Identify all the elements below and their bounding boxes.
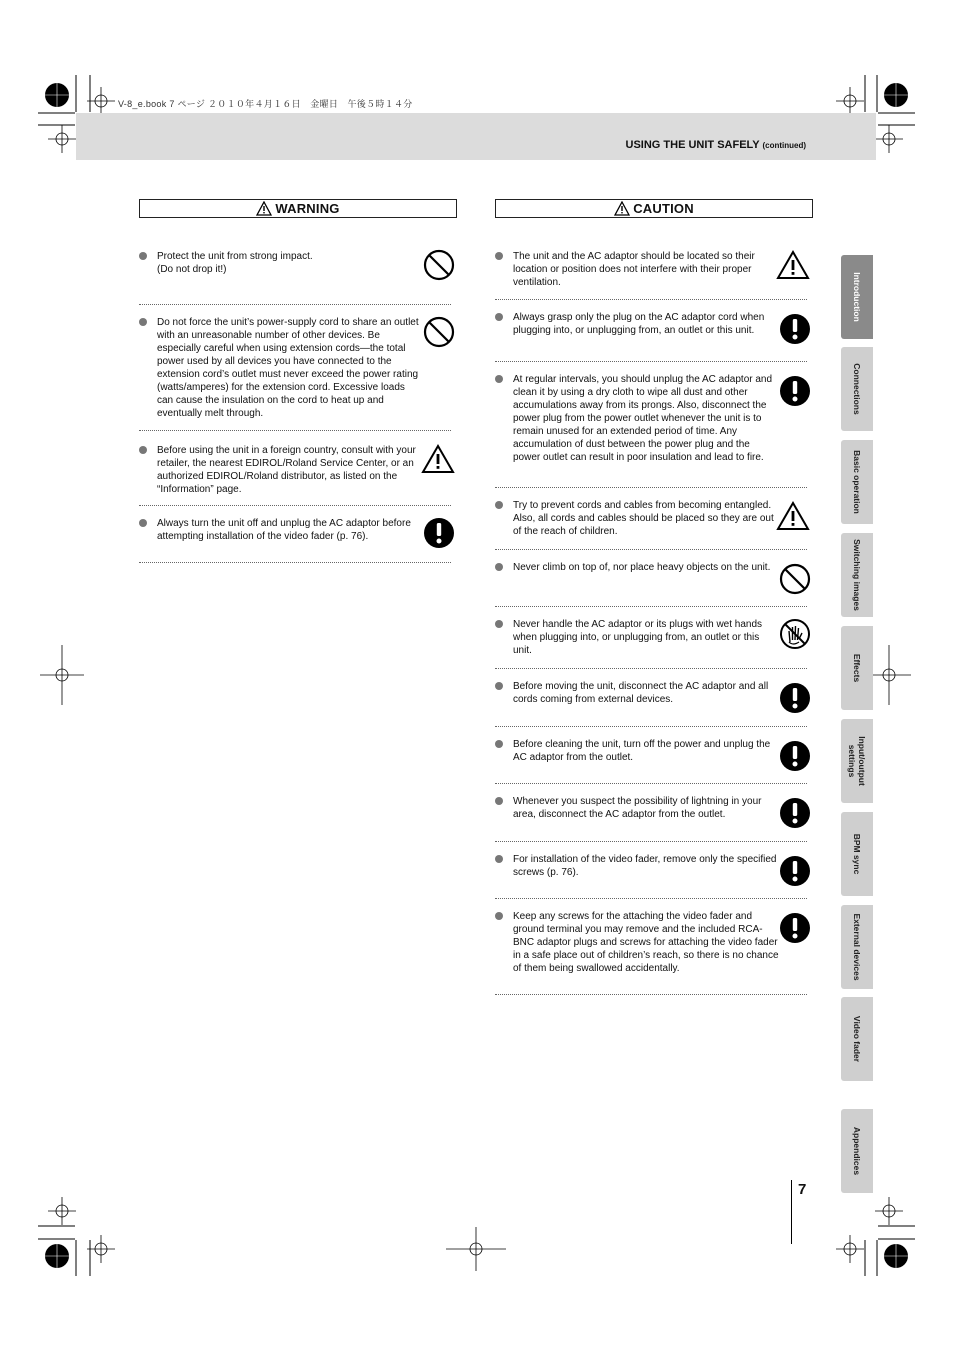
caution-item-text: The unit and the AC adaptor should be located so their location or position does not interfere with their proper ventilation. [513,251,755,288]
section-title [626,139,806,151]
caution-item [495,606,807,669]
caution-header-triangle-icon [614,201,630,216]
warning-item [139,304,451,431]
bullet-icon [495,620,503,628]
tab-label: Basic operation [852,450,862,514]
bullet-icon [495,501,503,509]
tab-appendices[interactable] [841,1109,873,1193]
tab-label: Connections [852,363,862,415]
caution-item-text: Try to prevent cords and cables from becoming entangled. Also, all cords and cables should be placed so they are out of the reach of children. [513,500,774,537]
mandatory-icon [779,912,811,949]
tab-label: Appendices [852,1126,862,1176]
prohibited-icon [423,316,455,353]
warning-item [139,227,451,305]
bullet-icon [495,375,503,383]
bullet-icon [139,252,147,260]
caution-item-text: At regular intervals, you should unplug the AC adaptor and clean it by using a dry cloth to wipe all dust and other accumulations away from its prongs. Also, disconnect the power plug from the power outlet whenever the unit is to remain unused for an extended period of time. Any accumulation of dust between the power plug and the power outlet can result in poor insulation and lead to fire. [513,374,773,463]
bullet-icon [495,313,503,321]
mandatory-icon [779,740,811,777]
caution-triangle-icon [776,250,810,285]
caution-item-text: Always grasp only the plug on the AC adaptor cord when plugging into, or unplugging from, an outlet or this unit. [513,312,765,336]
caution-item [495,227,807,300]
caution-item-text: Keep any screws for the attaching the video fader and ground terminal you may remove and the included RCA-BNC adaptor plugs and screws for attaching the video fader in a safe place out of children’s reach, so there is no chance of them being swallowed accidentally. [513,911,779,974]
tab-input-output-settings[interactable] [841,719,873,803]
warning-column [139,199,457,542]
caution-item [495,549,807,607]
bullet-icon [139,519,147,527]
tab-bpm-sync[interactable] [841,812,873,896]
page-number: 7 [798,1181,807,1198]
tab-introduction[interactable] [841,255,873,339]
tab-label: Input/output settings [847,736,867,786]
caution-item [495,668,807,727]
tab-label: Video fader [852,1015,862,1063]
caution-triangle-icon [421,444,455,479]
section-title-continued: (continued) [762,141,806,150]
caution-item [495,487,807,550]
tab-video-fader[interactable] [841,997,873,1081]
mandatory-icon [779,855,811,892]
warning-header [139,199,457,218]
bullet-icon [495,855,503,863]
caution-triangle-icon [776,501,810,536]
mandatory-icon [423,517,455,554]
tab-label: Introduction [852,272,862,322]
tab-external-devices[interactable] [841,905,873,989]
bullet-icon [139,318,147,326]
caution-item [495,361,807,488]
page-number-rule [791,1180,792,1244]
bullet-icon [495,740,503,748]
tab-basic-operation[interactable] [841,440,873,524]
caution-item [495,783,807,842]
bullet-icon [495,252,503,260]
section-title-text: USING THE UNIT SAFELY [625,139,760,151]
bullet-icon [495,682,503,690]
caution-item-text: For installation of the video fader, remove only the specified screws (p. 76). [513,854,777,878]
tab-effects[interactable] [841,626,873,710]
caution-item [495,299,807,362]
warning-triangle-icon [256,201,272,216]
warning-item-text: Before using the unit in a foreign country, consult with your retailer, the nearest EDIROL/Roland Service Center, or an authorized EDIROL/Roland distributor, as listed on the “Information” page. [157,445,416,495]
tab-label: Effects [852,653,862,683]
prohibited-icon [779,563,811,600]
prohibited-icon [423,249,455,286]
bullet-icon [495,797,503,805]
caution-item-text: Never handle the AC adaptor or its plugs with wet hands when plugging into, or unplugging from, an outlet or this unit. [513,619,763,656]
bullet-icon [139,446,147,454]
caution-label: CAUTION [633,201,694,216]
warning-item-text: Always turn the unit off and unplug the AC adaptor before attempting installation of the video fader (p. 76). [157,518,411,542]
warning-label: WARNING [275,201,340,216]
tab-label: External devices [852,913,862,981]
header-band [76,113,876,160]
tab-label: Switching images [852,539,862,611]
warning-item [139,430,451,506]
bullet-icon [495,563,503,571]
no-wet-hands-icon [779,618,811,655]
mandatory-icon [779,682,811,719]
caution-header [495,199,813,218]
warning-item-text: Do not force the unit’s power-supply cord to share an outlet with an unreasonable number of other devices. Be especially careful when using extension cords—the total power used by all devices you have connected to the extension cord’s outlet must never exceed the power rating (watts/amperes) for the extension cord. Excessive loads can cause the insulation on the cord to heat up and eventually melt through. [157,317,419,419]
mandatory-icon [779,797,811,834]
tab-label: BPM sync [852,833,862,875]
caution-item-text: Before cleaning the unit, turn off the power and unplug the AC adaptor from the outlet. [513,739,771,763]
caution-item [495,841,807,899]
tab-switching-images[interactable] [841,533,873,617]
caution-column [495,199,813,974]
caution-item [495,726,807,784]
caution-item [495,898,807,995]
caution-item-text: Before moving the unit, disconnect the AC adaptor and all cords coming from external devices. [513,681,769,705]
mandatory-icon [779,375,811,412]
warning-item-text: Protect the unit from strong impact. (Do not drop it!) [157,251,313,275]
warning-item [139,505,451,563]
caution-item-text: Whenever you suspect the possibility of lightning in your area, disconnect the AC adaptor from the outlet. [513,796,762,820]
tab-connections[interactable] [841,347,873,431]
mandatory-icon [779,313,811,350]
bullet-icon [495,912,503,920]
caution-item-text: Never climb on top of, nor place heavy objects on the unit. [513,562,771,573]
print-info-line: V-8_e.book 7 ページ ２０１０年４月１６日 金曜日 午後５時１４分 [118,99,413,109]
